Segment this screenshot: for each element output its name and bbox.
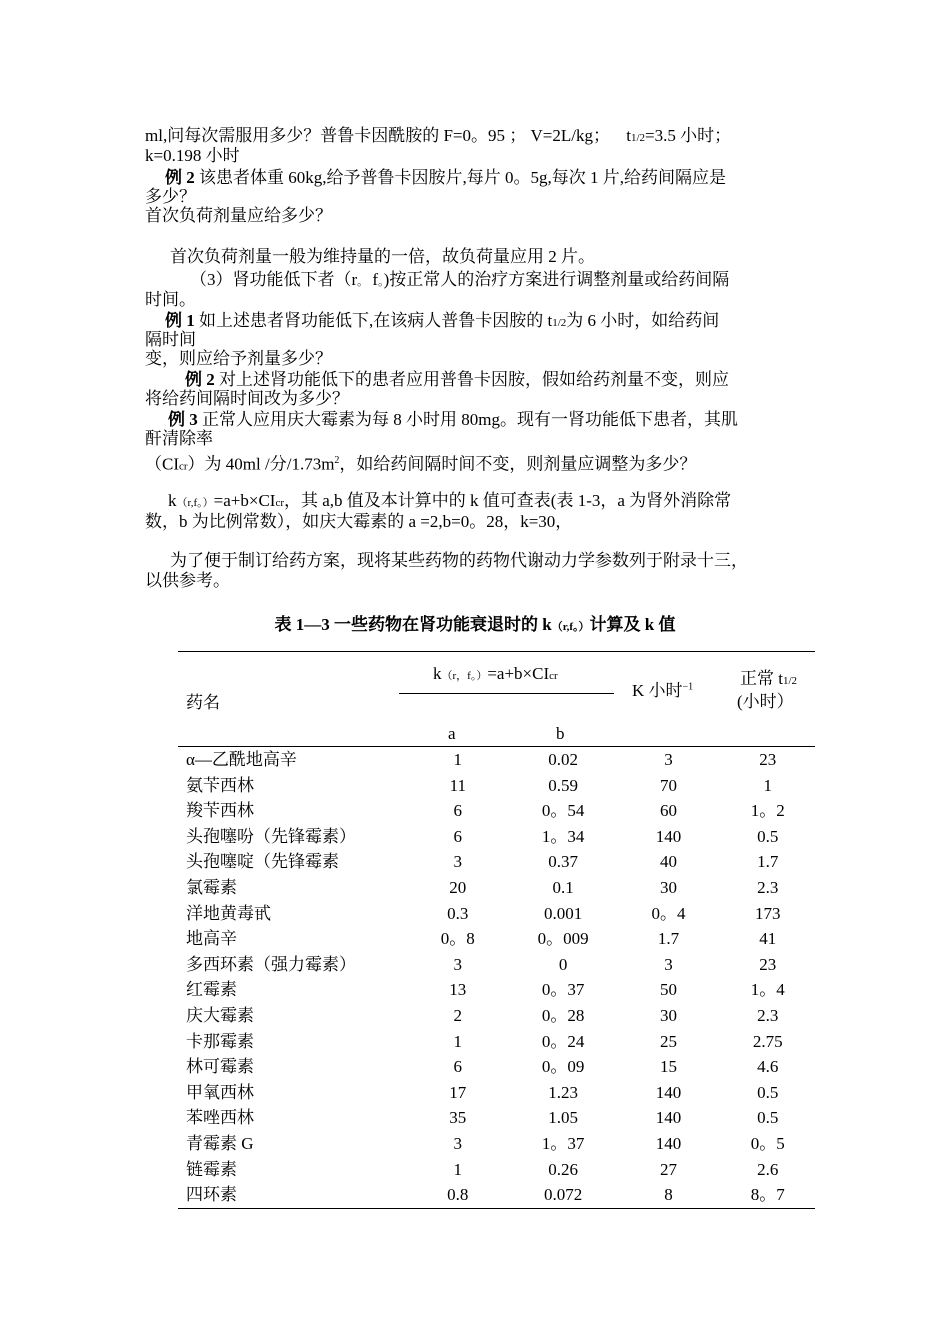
b-value-cell: 0.02 — [510, 747, 617, 773]
example-label: 例 2 — [165, 168, 195, 187]
text-line — [145, 146, 240, 166]
b-value-cell: 1。34 — [541, 826, 585, 846]
b-value-cell: 0。09 — [541, 1057, 585, 1077]
example-label: 例 1 — [165, 311, 195, 330]
k-value-cell: 140 — [655, 1082, 682, 1102]
a-value-cell: 11 — [449, 775, 466, 795]
drug-name-cell: 青霉素 G — [186, 1133, 254, 1153]
table-row — [178, 1157, 815, 1183]
k-value-cell: 3 — [616, 747, 720, 773]
table-row — [178, 977, 815, 1003]
table-row — [178, 1054, 815, 1080]
a-value-cell: 2 — [453, 1005, 463, 1025]
subscript: cr — [179, 460, 188, 473]
k-value-cell: 30 — [659, 1005, 677, 1025]
text: 该患者体重 60kg,给予普鲁卡因胺片,每片 0。5g,每次 1 片,给药间隔应是 — [199, 168, 726, 187]
subscript: （r,f。） — [176, 497, 214, 509]
text: =a+b×CI — [213, 491, 276, 510]
text-line — [168, 491, 731, 513]
t-half-cell: 1.7 — [757, 852, 779, 872]
t-half-cell: 2.6 — [757, 1159, 779, 1179]
text: 首次负荷剂量一般为维持量的一倍，故负荷量应用 2 片。 — [170, 247, 595, 266]
table-top-rule — [178, 651, 815, 652]
drug-name-cell: 四环素 — [178, 1182, 406, 1208]
text: 变，则应给予剂量多少？ — [145, 349, 332, 368]
text: 数，b 为比例常数），如庆大霉素的 a =2,b=0。28，k=30， — [145, 512, 573, 531]
t-half-cell: 2.3 — [757, 1005, 779, 1025]
table-row — [178, 1029, 815, 1055]
text: 计算及 k 值 — [589, 615, 676, 634]
table-row — [178, 1182, 815, 1208]
subscript: cr — [549, 670, 558, 682]
t-half-cell: 0.5 — [757, 1108, 779, 1128]
table-row — [178, 1105, 815, 1131]
table-row — [178, 824, 815, 850]
drug-name-cell: α—乙酰地高辛 — [178, 747, 406, 773]
subscript: （r，f。） — [441, 670, 488, 682]
k-value-cell: 40 — [659, 852, 677, 872]
a-value-cell: 3 — [453, 1133, 463, 1153]
t-half-cell: 1。4 — [750, 980, 785, 1000]
k-value-cell: 60 — [659, 801, 677, 821]
example-label: 例 2 — [185, 370, 215, 389]
text: 将给药间隔时间改为多少？ — [145, 389, 349, 408]
k-value-cell: 140 — [655, 1108, 682, 1128]
table-row — [178, 926, 815, 952]
b-value-cell: 0.37 — [548, 852, 578, 872]
b-value-cell: 0.1 — [552, 877, 574, 897]
a-value-cell: 3 — [453, 954, 463, 974]
subscript: 1/2 — [552, 317, 567, 329]
table-row — [178, 773, 815, 799]
b-value-cell: 0.001 — [543, 903, 583, 923]
header-normal-t — [740, 664, 797, 689]
text: =3.5 小时； — [645, 126, 732, 145]
text: ml,问每次需服用多少？普鲁卡因酰胺的 F=0。95 ； V=2L/kg； — [145, 126, 610, 145]
subscript: 1/2 — [630, 132, 646, 144]
a-value-cell: 1 — [453, 1159, 463, 1179]
drug-name-cell: 红霉素 — [186, 980, 237, 1000]
drug-name-cell: 洋地黄毒甙 — [186, 903, 271, 923]
drug-name-cell: 羧苄西林 — [186, 801, 254, 821]
text-line — [145, 571, 230, 591]
k-value-cell: 140 — [655, 1133, 682, 1153]
subscript: cr — [275, 497, 284, 509]
text-line — [170, 551, 748, 571]
k-value-cell: 3 — [664, 954, 673, 974]
table-row — [178, 849, 815, 875]
drug-name-cell: 庆大霉素 — [186, 1005, 254, 1025]
drug-table — [178, 746, 815, 1209]
b-value-cell: 0。28 — [541, 1005, 585, 1025]
b-value-cell: 1。37 — [541, 1133, 585, 1153]
t-half-cell: 2.75 — [752, 1031, 783, 1051]
k-value-cell: 8 — [616, 1182, 720, 1208]
t-half-cell: 0。5 — [750, 1133, 785, 1153]
superscript: −1 — [682, 681, 694, 693]
drug-name-cell: 氯霉素 — [186, 877, 237, 897]
text: （3）肾功能低下者（r — [190, 270, 358, 289]
text: ，如给药间隔时间不变，则剂量应调整为多少？ — [339, 454, 697, 474]
text: t — [626, 126, 631, 145]
drug-name-cell: 甲氧西林 — [186, 1082, 254, 1102]
drug-table-body — [178, 747, 815, 1209]
subscript: 。 — [357, 276, 369, 288]
k-value-cell: 1.7 — [657, 929, 680, 949]
text: ，其 a,b 值及本计算中的 k 值可查表(表 1-3，a 为肾外消除常 — [284, 491, 732, 510]
text: 为了便于制订给药方案，现将某些药物的药物代谢动力学参数列于附录十三， — [170, 551, 748, 570]
drug-name-cell: 苯唑西林 — [186, 1108, 254, 1128]
text-line — [145, 349, 332, 369]
header-col-b: b — [556, 724, 565, 743]
b-value-cell: 0.59 — [548, 775, 578, 795]
drug-name-cell: 地高辛 — [186, 929, 237, 949]
drug-name-cell: 链霉素 — [186, 1159, 237, 1179]
k-value-cell: 25 — [659, 1031, 677, 1051]
header-normal-t-unit: (小时） — [737, 692, 794, 711]
text-line — [168, 410, 738, 430]
formula-underline — [399, 693, 614, 694]
b-value-cell: 0 — [558, 954, 568, 974]
t-half-cell: 23 — [759, 954, 777, 974]
text-line — [190, 270, 729, 292]
a-value-cell: 0.3 — [447, 903, 469, 923]
table-row — [178, 901, 815, 927]
t-half-cell: 1。2 — [750, 801, 785, 821]
a-value-cell: 1 — [406, 747, 510, 773]
t-half-cell: 41 — [759, 929, 777, 949]
k-value-cell: 50 — [659, 980, 677, 1000]
a-value-cell: 6 — [453, 801, 463, 821]
superscript: 2 — [334, 455, 340, 466]
k-value-cell: 15 — [659, 1057, 677, 1077]
text: 为 6 小时，如给药间 — [566, 311, 720, 330]
text: ）为 40ml /分/1.73m — [187, 454, 335, 474]
table-title — [0, 610, 950, 635]
text: 表 1—3 一些药物在肾功能衰退时的 k — [274, 615, 552, 634]
t-half-cell: 0.5 — [757, 1082, 779, 1102]
b-value-cell: 1.05 — [548, 1108, 578, 1128]
b-value-cell: 0。37 — [541, 980, 585, 1000]
header-drug-name: 药名 — [186, 693, 220, 712]
text-line — [145, 187, 196, 207]
text-line — [145, 512, 572, 532]
subscript: （r,f。） — [551, 621, 590, 633]
a-value-cell: 13 — [449, 980, 467, 1000]
drug-name-cell: 头孢噻吩（先锋霉素） — [186, 826, 356, 846]
text: 多少？ — [145, 187, 196, 206]
b-value-cell: 0。009 — [537, 929, 589, 949]
text: =a+b×CI — [487, 664, 550, 683]
header-col-a: a — [448, 724, 456, 743]
text: 酐清除率 — [145, 429, 213, 448]
a-value-cell: 6 — [453, 1057, 463, 1077]
t-half-cell: 1 — [763, 775, 773, 795]
text: 时间。 — [145, 290, 196, 309]
header-k-per-hour — [632, 676, 693, 701]
text: 如上述患者肾功能低下,在该病人普鲁卡因胺的 — [199, 311, 544, 330]
text: 正常 t — [740, 669, 783, 688]
k-value-cell: 140 — [655, 826, 682, 846]
text-line — [145, 206, 332, 226]
text: k — [433, 664, 442, 683]
table-row — [178, 952, 815, 978]
a-value-cell: 17 — [449, 1082, 467, 1102]
table-row — [178, 747, 815, 773]
text: k — [168, 491, 177, 510]
b-value-cell: 0。24 — [541, 1031, 585, 1051]
b-value-cell: 0.072 — [510, 1182, 617, 1208]
k-value-cell: 30 — [659, 877, 677, 897]
table-row — [178, 1131, 815, 1157]
text-line — [145, 389, 349, 409]
table-row — [178, 875, 815, 901]
text-line — [145, 290, 196, 310]
text: k=0.198 小时 — [145, 146, 240, 165]
a-value-cell: 3 — [453, 852, 463, 872]
a-value-cell: 6 — [453, 826, 463, 846]
drug-name-cell: 多西环素（强力霉素） — [186, 954, 356, 974]
example-label: 例 3 — [168, 410, 198, 429]
t-half-cell: 23 — [721, 747, 815, 773]
t-half-cell: 173 — [755, 903, 781, 923]
t-half-cell: 0.5 — [757, 826, 779, 846]
a-value-cell: 1 — [453, 1031, 463, 1051]
text-line — [165, 311, 719, 333]
table-row — [178, 1080, 815, 1106]
text-line — [170, 247, 595, 267]
table-row — [178, 798, 815, 824]
drug-name-cell: 头孢噻啶（先锋霉素 — [186, 852, 339, 872]
a-value-cell: 35 — [449, 1108, 467, 1128]
drug-name-cell: 卡那霉素 — [186, 1031, 254, 1051]
t-half-cell: 8。7 — [721, 1182, 815, 1208]
text: 以供参考。 — [145, 571, 230, 590]
table-row — [178, 1003, 815, 1029]
subscript: 。 — [378, 276, 384, 288]
text-line — [185, 370, 729, 390]
k-value-cell: 0。4 — [651, 903, 686, 923]
t-half-cell: 4.6 — [757, 1057, 779, 1077]
text: t — [547, 311, 553, 330]
subscript: 1/2 — [782, 675, 798, 687]
t-half-cell: 2.3 — [757, 877, 779, 897]
text: （CI — [145, 454, 179, 474]
drug-name-cell: 林可霉素 — [186, 1057, 254, 1077]
text: 对上述肾功能低下的患者应用普鲁卡因胺，假如给药剂量不变，则应 — [219, 370, 729, 389]
text-line — [165, 168, 726, 188]
a-value-cell: 0.8 — [406, 1182, 510, 1208]
text-line — [145, 330, 196, 350]
text: f — [368, 270, 379, 289]
text: 正常人应用庆大霉素为每 8 小时用 80mg。现有一肾功能低下患者，其肌 — [202, 410, 738, 429]
text-line — [145, 126, 731, 148]
text: 隔时间 — [145, 330, 196, 349]
k-value-cell: 70 — [659, 775, 677, 795]
text: )按正常人的治疗方案进行调整剂量或给药间隔 — [383, 270, 730, 289]
a-value-cell: 0。8 — [440, 929, 475, 949]
text: 首次负荷剂量应给多少？ — [145, 206, 332, 225]
header-formula — [433, 664, 558, 684]
a-value-cell: 20 — [449, 877, 467, 897]
b-value-cell: 1.23 — [548, 1082, 578, 1102]
drug-name-cell: 氨苄西林 — [186, 775, 254, 795]
text-line — [145, 429, 213, 449]
k-value-cell: 27 — [659, 1159, 677, 1179]
b-value-cell: 0.26 — [548, 1159, 578, 1179]
text: K 小时 — [632, 681, 683, 700]
b-value-cell: 0。54 — [541, 801, 585, 821]
text-line — [145, 451, 696, 477]
